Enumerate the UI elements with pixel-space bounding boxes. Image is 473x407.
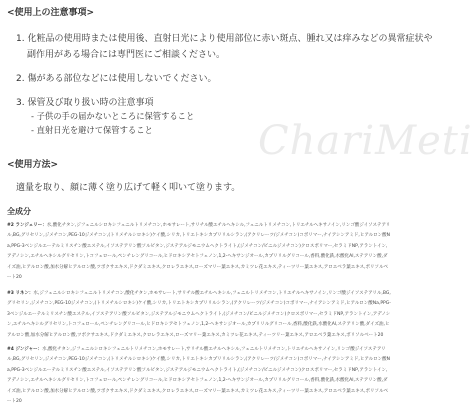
ingredient-block-3 <box>7 289 391 341</box>
shade-name: #2 ランジェリー： <box>7 223 47 228</box>
ingredient-list: 水,酸化チタン,ジフェニルシロキシフェニルトリメチコン,ホモサレート,サリチル酸エチルヘキシル,フェニルトリメチコン,トリエチルヘキサノイン,リンゴ酸ジイソステアリル,BG,グリセリン,ジメチコン,PEG-10ジメチコン,(トリメチルシロキシ)ケイ酸,シリカ,トリエトキシカプリリルシラン,(アクリレーツ/ジメチコン)コポリマー,ナイアシンアミド,ヒアルロン酸Na,PPG-3ベンジルエーテルミリスチン酸エステル,イソステアリン酸ソルビタン,ジステアルジモニウムヘクトライト,(ジメチコン/ビニルジメチコン)クロスポリマー,セラミドNP,アラントイン,アデノシン,エチルヘキシルグリセリン,トコフェロール,ペンチレングリコール,ヒドロキシアセトフェノン,1,2-ヘキサンジオール,カプリリルグリコール,香料,酸化鉄,水酸化Al,ステアリン酸,ダイズ油,ヒアルロン酸,加水分解ヒアルロン酸,ツボクサエキス,ドクダミエキス,クロレラエキス,ローズマリー葉エキス,カミツレ花エキス,ティーツリー葉エキス,アロエベラ葉エキス,ポリソルベート20 <box>7 223 391 281</box>
ingredients-heading: 全成分 <box>7 207 31 216</box>
caution-item-3: 3. 保管及び取り扱い時の注意事項 <box>16 98 154 108</box>
usage-heading: <使用方法> <box>7 160 59 170</box>
ingredient-block-4 <box>7 345 391 405</box>
ingredient-list: 水,酸化チタン,ジフェニルシロキシフェニルトリメチコン,ホモサレート,サリチル酸エチルヘキシル,フェニルトリメチコン,トリエチルヘキサノイン,リンゴ酸ジイソステアリル,BG,グリセリン,ジメチコン,PEG-10ジメチコン,(トリメチルシロキシ)ケイ酸,シリカ,トリエトキシカプリリルシラン,(アクリレーツ/ジメチコン)コポリマー,ナイアシンアミド,ヒアルロン酸Na,PPG-3ベンジルエーテルミリスチン酸エステル,イソステアリン酸ソルビタン,ジステアルジモニウムヘクトライト,(ジメチコン/ビニルジメチコン)クロスポリマー,セラミドNP,アラントイン,アデノシン,エチルヘキシルグリセリン,トコフェロール,ペンチレングリコール,ヒドロキシアセトフェノン,1,2-ヘキサンジオール,カプリリルグリコール,香料,酸化鉄,水酸化Al,ステアリン酸,ダイズ油,ヒアルロン酸,加水分解ヒアルロン酸,ツボクサエキス,ドクダミエキス,クロレラエキス,ローズマリー葉エキス,カミツレ花エキス,ティーツリー葉エキス,アロエベラ葉エキス,ポリソルベート20 <box>7 347 391 405</box>
usage-text: 適量を取り、顔に薄く塗り広げて軽く叩いて塗ります。 <box>16 183 241 193</box>
caution-item-1-line-2: 副作用がある場合には専門医にご相談ください。 <box>27 50 226 60</box>
shade-name: #4 ジンジャー： <box>7 347 43 352</box>
caution-heading: <使用上の注意事項> <box>7 8 95 18</box>
caution-item-2: 2. 傷がある部位などには使用しないでください。 <box>16 74 217 84</box>
watermark: ChariMeti <box>258 118 473 164</box>
ingredient-block-2 <box>7 221 391 284</box>
caution-item-1-line-1: 1. 化粧品の使用時または使用後、直射日光により使用部位に赤い斑点、腫れ又は痒みなどの異常症状や <box>16 34 433 44</box>
ingredient-list: 水,ジフェニルシロキシフェニルトリメチコン,酸化チタン,ホモサレート,サリチル酸エチルヘキシル,フェニルトリメチコン,トリエチルヘキサノイン,リンゴ酸ジイソステアリル,BG,グリセリン,ジメチコン,PEG-10ジメチコン,(トリメチルシロキシ)ケイ酸,シリカ,トリエトキシカプリリルシラン,(アクリレーツ/ジメチコン)コポリマー,ナイアシンアミド,ヒアルロン酸Na,PPG-3ベンジルエーテルミリスチン酸エステル,イソステアリン酸ソルビタン,ジステアルジモニウムヘクトライト,(ジメチコン/ビニルジメチコン)クロスポリマー,セラミドNP,アラントイン,アデノシン,エチルヘキシルグリセリン,トコフェロール,ペンチレングリコール,ヒドロキシアセトフェノン,1,2-ヘキサンジオール,カプリリルグリコール,香料,酸化鉄,水酸化Al,ステアリン酸,ダイズ油,ヒアルロン酸,加水分解ヒアルロン酸,ツボクサエキス,ドクダミエキス,クロレラエキス,ローズマリー葉エキス,カミツレ花エキス,ティーツリー葉エキス,アロエベラ葉エキス,ポリソルベート20 <box>7 291 391 338</box>
caution-item-3-sub-2: - 直射日光を避けて保管すること <box>31 125 153 135</box>
caution-item-3-sub-1: - 子供の手の届かないところに保管すること <box>31 111 195 121</box>
shade-name: #3 リネン： <box>7 291 34 296</box>
